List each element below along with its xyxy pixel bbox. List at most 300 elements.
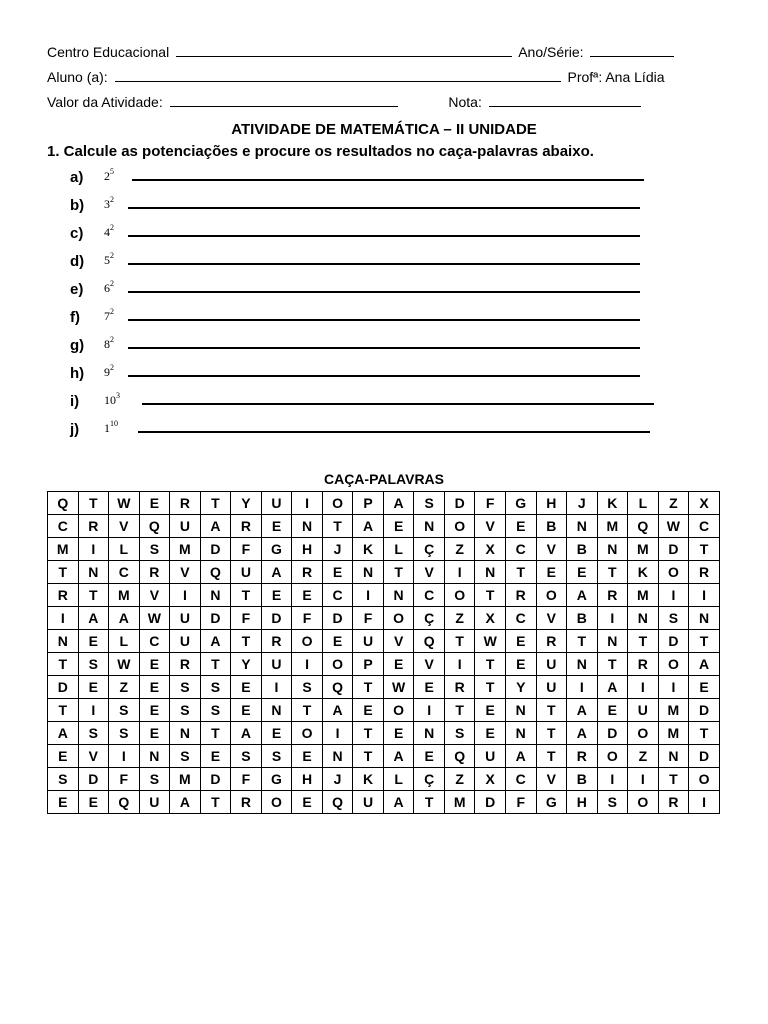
wordsearch-cell[interactable]: V: [414, 653, 445, 676]
wordsearch-cell[interactable]: A: [597, 676, 628, 699]
wordsearch-cell[interactable]: Q: [109, 791, 140, 814]
wordsearch-cell[interactable]: R: [78, 515, 109, 538]
wordsearch-cell[interactable]: T: [200, 722, 231, 745]
wordsearch-cell[interactable]: X: [475, 607, 506, 630]
grade-field[interactable]: [590, 44, 674, 57]
wordsearch-cell[interactable]: S: [139, 538, 170, 561]
wordsearch-cell[interactable]: T: [353, 676, 384, 699]
wordsearch-cell[interactable]: T: [200, 791, 231, 814]
wordsearch-cell[interactable]: U: [353, 630, 384, 653]
wordsearch-cell[interactable]: M: [628, 538, 659, 561]
wordsearch-cell[interactable]: R: [536, 630, 567, 653]
wordsearch-cell[interactable]: E: [383, 653, 414, 676]
wordsearch-cell[interactable]: A: [383, 492, 414, 515]
wordsearch-cell[interactable]: O: [292, 722, 323, 745]
wordsearch-cell[interactable]: Z: [628, 745, 659, 768]
wordsearch-cell[interactable]: E: [505, 630, 536, 653]
wordsearch-cell[interactable]: I: [170, 584, 201, 607]
wordsearch-cell[interactable]: F: [231, 768, 262, 791]
wordsearch-cell[interactable]: G: [536, 791, 567, 814]
wordsearch-cell[interactable]: E: [78, 791, 109, 814]
wordsearch-cell[interactable]: M: [628, 584, 659, 607]
wordsearch-cell[interactable]: E: [383, 722, 414, 745]
wordsearch-cell[interactable]: N: [628, 607, 659, 630]
wordsearch-cell[interactable]: O: [658, 653, 689, 676]
wordsearch-cell[interactable]: G: [261, 768, 292, 791]
wordsearch-cell[interactable]: W: [383, 676, 414, 699]
wordsearch-cell[interactable]: S: [109, 722, 140, 745]
answer-line[interactable]: [132, 179, 644, 181]
wordsearch-cell[interactable]: A: [353, 515, 384, 538]
wordsearch-cell[interactable]: T: [475, 653, 506, 676]
wordsearch-cell[interactable]: N: [322, 745, 353, 768]
wordsearch-cell[interactable]: E: [322, 630, 353, 653]
wordsearch-cell[interactable]: S: [292, 676, 323, 699]
wordsearch-cell[interactable]: V: [109, 515, 140, 538]
wordsearch-cell[interactable]: W: [109, 492, 140, 515]
wordsearch-cell[interactable]: L: [109, 538, 140, 561]
wordsearch-cell[interactable]: U: [170, 607, 201, 630]
wordsearch-cell[interactable]: O: [536, 584, 567, 607]
wordsearch-cell[interactable]: R: [505, 584, 536, 607]
wordsearch-cell[interactable]: C: [322, 584, 353, 607]
wordsearch-cell[interactable]: T: [48, 653, 79, 676]
wordsearch-cell[interactable]: N: [139, 745, 170, 768]
wordsearch-cell[interactable]: U: [353, 791, 384, 814]
wordsearch-cell[interactable]: K: [628, 561, 659, 584]
wordsearch-cell[interactable]: I: [689, 791, 720, 814]
wordsearch-cell[interactable]: F: [475, 492, 506, 515]
wordsearch-cell[interactable]: O: [597, 745, 628, 768]
wordsearch-cell[interactable]: N: [200, 584, 231, 607]
wordsearch-cell[interactable]: W: [658, 515, 689, 538]
wordsearch-cell[interactable]: N: [414, 515, 445, 538]
answer-line[interactable]: [128, 319, 640, 321]
wordsearch-cell[interactable]: V: [139, 584, 170, 607]
wordsearch-cell[interactable]: S: [78, 722, 109, 745]
wordsearch-cell[interactable]: Ç: [414, 607, 445, 630]
wordsearch-cell[interactable]: T: [200, 492, 231, 515]
wordsearch-cell[interactable]: M: [658, 699, 689, 722]
wordsearch-cell[interactable]: E: [139, 722, 170, 745]
wordsearch-cell[interactable]: R: [658, 791, 689, 814]
wordsearch-cell[interactable]: M: [109, 584, 140, 607]
wordsearch-cell[interactable]: U: [261, 653, 292, 676]
score-field[interactable]: [489, 94, 641, 107]
wordsearch-cell[interactable]: E: [536, 561, 567, 584]
wordsearch-cell[interactable]: E: [292, 745, 323, 768]
wordsearch-cell[interactable]: R: [231, 791, 262, 814]
value-field[interactable]: [170, 94, 398, 107]
wordsearch-cell[interactable]: C: [505, 768, 536, 791]
wordsearch-cell[interactable]: U: [475, 745, 506, 768]
wordsearch-cell[interactable]: W: [475, 630, 506, 653]
wordsearch-cell[interactable]: N: [689, 607, 720, 630]
wordsearch-cell[interactable]: Z: [444, 607, 475, 630]
wordsearch-cell[interactable]: C: [109, 561, 140, 584]
wordsearch-cell[interactable]: G: [505, 492, 536, 515]
wordsearch-cell[interactable]: T: [414, 791, 445, 814]
wordsearch-cell[interactable]: T: [505, 561, 536, 584]
wordsearch-cell[interactable]: V: [475, 515, 506, 538]
wordsearch-cell[interactable]: E: [475, 699, 506, 722]
wordsearch-cell[interactable]: T: [322, 515, 353, 538]
wordsearch-cell[interactable]: F: [353, 607, 384, 630]
wordsearch-cell[interactable]: E: [139, 676, 170, 699]
wordsearch-cell[interactable]: R: [597, 584, 628, 607]
wordsearch-cell[interactable]: O: [322, 492, 353, 515]
wordsearch-cell[interactable]: A: [78, 607, 109, 630]
wordsearch-cell[interactable]: C: [48, 515, 79, 538]
school-field[interactable]: [176, 44, 512, 57]
wordsearch-cell[interactable]: N: [505, 722, 536, 745]
wordsearch-cell[interactable]: N: [170, 722, 201, 745]
wordsearch-cell[interactable]: I: [48, 607, 79, 630]
wordsearch-cell[interactable]: D: [200, 538, 231, 561]
wordsearch-cell[interactable]: B: [536, 515, 567, 538]
wordsearch-cell[interactable]: Z: [444, 768, 475, 791]
wordsearch-cell[interactable]: V: [414, 561, 445, 584]
wordsearch-cell[interactable]: S: [261, 745, 292, 768]
wordsearch-cell[interactable]: O: [292, 630, 323, 653]
wordsearch-cell[interactable]: I: [628, 768, 659, 791]
answer-line[interactable]: [128, 235, 640, 237]
wordsearch-cell[interactable]: T: [689, 630, 720, 653]
wordsearch-cell[interactable]: S: [170, 699, 201, 722]
wordsearch-cell[interactable]: V: [78, 745, 109, 768]
wordsearch-cell[interactable]: A: [567, 699, 598, 722]
wordsearch-cell[interactable]: T: [292, 699, 323, 722]
wordsearch-cell[interactable]: I: [292, 653, 323, 676]
wordsearch-cell[interactable]: I: [78, 538, 109, 561]
wordsearch-cell[interactable]: A: [231, 722, 262, 745]
wordsearch-cell[interactable]: I: [567, 676, 598, 699]
wordsearch-cell[interactable]: I: [689, 584, 720, 607]
wordsearch-cell[interactable]: A: [505, 745, 536, 768]
wordsearch-cell[interactable]: B: [567, 768, 598, 791]
wordsearch-cell[interactable]: T: [48, 699, 79, 722]
wordsearch-cell[interactable]: M: [658, 722, 689, 745]
wordsearch-cell[interactable]: T: [597, 653, 628, 676]
wordsearch-cell[interactable]: S: [231, 745, 262, 768]
wordsearch-cell[interactable]: C: [689, 515, 720, 538]
wordsearch-cell[interactable]: I: [261, 676, 292, 699]
student-field[interactable]: [115, 69, 561, 82]
wordsearch-cell[interactable]: O: [689, 768, 720, 791]
wordsearch-cell[interactable]: N: [292, 515, 323, 538]
wordsearch-cell[interactable]: N: [567, 653, 598, 676]
wordsearch-cell[interactable]: E: [261, 515, 292, 538]
wordsearch-cell[interactable]: O: [658, 561, 689, 584]
wordsearch-cell[interactable]: D: [597, 722, 628, 745]
wordsearch-cell[interactable]: A: [567, 584, 598, 607]
wordsearch-cell[interactable]: M: [597, 515, 628, 538]
wordsearch-cell[interactable]: C: [505, 607, 536, 630]
wordsearch-cell[interactable]: A: [200, 630, 231, 653]
answer-line[interactable]: [128, 375, 640, 377]
wordsearch-cell[interactable]: K: [353, 538, 384, 561]
wordsearch-cell[interactable]: N: [48, 630, 79, 653]
wordsearch-cell[interactable]: T: [231, 584, 262, 607]
wordsearch-cell[interactable]: N: [597, 630, 628, 653]
wordsearch-cell[interactable]: O: [383, 699, 414, 722]
wordsearch-cell[interactable]: T: [200, 653, 231, 676]
wordsearch-cell[interactable]: U: [536, 653, 567, 676]
wordsearch-cell[interactable]: S: [200, 699, 231, 722]
wordsearch-cell[interactable]: L: [628, 492, 659, 515]
wordsearch-cell[interactable]: Q: [139, 515, 170, 538]
wordsearch-cell[interactable]: X: [475, 768, 506, 791]
wordsearch-cell[interactable]: A: [322, 699, 353, 722]
wordsearch-cell[interactable]: H: [567, 791, 598, 814]
wordsearch-cell[interactable]: F: [292, 607, 323, 630]
wordsearch-cell[interactable]: D: [322, 607, 353, 630]
answer-line[interactable]: [142, 403, 654, 405]
wordsearch-cell[interactable]: R: [292, 561, 323, 584]
wordsearch-cell[interactable]: N: [414, 722, 445, 745]
wordsearch-cell[interactable]: W: [139, 607, 170, 630]
wordsearch-cell[interactable]: X: [689, 492, 720, 515]
wordsearch-cell[interactable]: E: [48, 791, 79, 814]
wordsearch-cell[interactable]: M: [170, 538, 201, 561]
wordsearch-cell[interactable]: S: [170, 745, 201, 768]
wordsearch-cell[interactable]: A: [567, 722, 598, 745]
wordsearch-cell[interactable]: B: [567, 607, 598, 630]
wordsearch-cell[interactable]: N: [597, 538, 628, 561]
wordsearch-cell[interactable]: E: [231, 676, 262, 699]
wordsearch-cell[interactable]: F: [505, 791, 536, 814]
wordsearch-cell[interactable]: E: [689, 676, 720, 699]
wordsearch-cell[interactable]: I: [444, 561, 475, 584]
wordsearch-cell[interactable]: F: [231, 538, 262, 561]
wordsearch-cell[interactable]: A: [109, 607, 140, 630]
wordsearch-cell[interactable]: D: [689, 699, 720, 722]
wordsearch-cell[interactable]: D: [475, 791, 506, 814]
wordsearch-cell[interactable]: T: [628, 630, 659, 653]
wordsearch-cell[interactable]: P: [353, 492, 384, 515]
wordsearch-cell[interactable]: E: [78, 630, 109, 653]
wordsearch-cell[interactable]: R: [444, 676, 475, 699]
wordsearch-cell[interactable]: Q: [444, 745, 475, 768]
wordsearch-cell[interactable]: V: [170, 561, 201, 584]
wordsearch-cell[interactable]: E: [200, 745, 231, 768]
wordsearch-cell[interactable]: S: [139, 768, 170, 791]
wordsearch-cell[interactable]: U: [231, 561, 262, 584]
wordsearch-cell[interactable]: S: [48, 768, 79, 791]
wordsearch-cell[interactable]: E: [48, 745, 79, 768]
wordsearch-cell[interactable]: M: [170, 768, 201, 791]
wordsearch-cell[interactable]: E: [139, 699, 170, 722]
wordsearch-cell[interactable]: D: [200, 768, 231, 791]
wordsearch-cell[interactable]: E: [414, 745, 445, 768]
wordsearch-cell[interactable]: U: [628, 699, 659, 722]
wordsearch-cell[interactable]: T: [444, 699, 475, 722]
wordsearch-cell[interactable]: Z: [658, 492, 689, 515]
wordsearch-cell[interactable]: I: [658, 676, 689, 699]
wordsearch-cell[interactable]: S: [597, 791, 628, 814]
wordsearch-cell[interactable]: O: [383, 607, 414, 630]
wordsearch-cell[interactable]: U: [170, 515, 201, 538]
wordsearch-cell[interactable]: I: [658, 584, 689, 607]
wordsearch-cell[interactable]: W: [109, 653, 140, 676]
wordsearch-cell[interactable]: T: [567, 630, 598, 653]
wordsearch-cell[interactable]: A: [170, 791, 201, 814]
wordsearch-cell[interactable]: T: [597, 561, 628, 584]
wordsearch-cell[interactable]: J: [322, 768, 353, 791]
wordsearch-cell[interactable]: N: [383, 584, 414, 607]
wordsearch-cell[interactable]: J: [567, 492, 598, 515]
wordsearch-cell[interactable]: V: [536, 607, 567, 630]
wordsearch-cell[interactable]: I: [628, 676, 659, 699]
wordsearch-cell[interactable]: S: [444, 722, 475, 745]
wordsearch-cell[interactable]: D: [261, 607, 292, 630]
wordsearch-cell[interactable]: T: [48, 561, 79, 584]
answer-line[interactable]: [128, 263, 640, 265]
wordsearch-cell[interactable]: O: [628, 722, 659, 745]
wordsearch-cell[interactable]: Q: [322, 676, 353, 699]
wordsearch-cell[interactable]: R: [170, 653, 201, 676]
wordsearch-cell[interactable]: I: [597, 607, 628, 630]
wordsearch-cell[interactable]: R: [689, 561, 720, 584]
wordsearch-cell[interactable]: E: [505, 515, 536, 538]
wordsearch-cell[interactable]: N: [475, 561, 506, 584]
wordsearch-cell[interactable]: V: [383, 630, 414, 653]
wordsearch-cell[interactable]: F: [109, 768, 140, 791]
wordsearch-cell[interactable]: E: [78, 676, 109, 699]
wordsearch-cell[interactable]: R: [170, 492, 201, 515]
wordsearch-cell[interactable]: S: [109, 699, 140, 722]
wordsearch-cell[interactable]: I: [322, 722, 353, 745]
wordsearch-cell[interactable]: R: [628, 653, 659, 676]
wordsearch-cell[interactable]: Z: [444, 538, 475, 561]
wordsearch-cell[interactable]: I: [109, 745, 140, 768]
wordsearch-cell[interactable]: B: [567, 538, 598, 561]
wordsearch-cell[interactable]: R: [139, 561, 170, 584]
wordsearch-cell[interactable]: E: [231, 699, 262, 722]
wordsearch-cell[interactable]: T: [353, 745, 384, 768]
wordsearch-cell[interactable]: T: [231, 630, 262, 653]
wordsearch-cell[interactable]: Q: [414, 630, 445, 653]
wordsearch-cell[interactable]: M: [48, 538, 79, 561]
wordsearch-cell[interactable]: H: [292, 768, 323, 791]
wordsearch-cell[interactable]: T: [78, 492, 109, 515]
wordsearch-cell[interactable]: N: [261, 699, 292, 722]
wordsearch-cell[interactable]: E: [505, 653, 536, 676]
wordsearch-cell[interactable]: D: [658, 538, 689, 561]
wordsearch-cell[interactable]: E: [475, 722, 506, 745]
wordsearch-cell[interactable]: Y: [231, 653, 262, 676]
wordsearch-cell[interactable]: L: [383, 768, 414, 791]
wordsearch-cell[interactable]: O: [444, 584, 475, 607]
wordsearch-cell[interactable]: F: [231, 607, 262, 630]
wordsearch-cell[interactable]: T: [536, 745, 567, 768]
wordsearch-cell[interactable]: H: [536, 492, 567, 515]
wordsearch-cell[interactable]: N: [567, 515, 598, 538]
wordsearch-cell[interactable]: E: [261, 722, 292, 745]
wordsearch-cell[interactable]: T: [536, 722, 567, 745]
wordsearch-cell[interactable]: C: [505, 538, 536, 561]
wordsearch-cell[interactable]: E: [353, 699, 384, 722]
wordsearch-cell[interactable]: H: [292, 538, 323, 561]
wordsearch-cell[interactable]: T: [536, 699, 567, 722]
wordsearch-cell[interactable]: E: [322, 561, 353, 584]
wordsearch-cell[interactable]: U: [139, 791, 170, 814]
wordsearch-cell[interactable]: S: [78, 653, 109, 676]
wordsearch-cell[interactable]: D: [78, 768, 109, 791]
wordsearch-cell[interactable]: I: [597, 768, 628, 791]
wordsearch-cell[interactable]: U: [170, 630, 201, 653]
wordsearch-cell[interactable]: T: [444, 630, 475, 653]
wordsearch-cell[interactable]: E: [139, 653, 170, 676]
wordsearch-cell[interactable]: M: [444, 791, 475, 814]
wordsearch-cell[interactable]: A: [383, 791, 414, 814]
wordsearch-cell[interactable]: E: [383, 515, 414, 538]
wordsearch-cell[interactable]: L: [383, 538, 414, 561]
wordsearch-cell[interactable]: Q: [322, 791, 353, 814]
wordsearch-cell[interactable]: Y: [505, 676, 536, 699]
wordsearch-cell[interactable]: T: [689, 722, 720, 745]
wordsearch-cell[interactable]: N: [78, 561, 109, 584]
wordsearch-cell[interactable]: E: [597, 699, 628, 722]
wordsearch-cell[interactable]: O: [322, 653, 353, 676]
wordsearch-cell[interactable]: O: [628, 791, 659, 814]
answer-line[interactable]: [128, 207, 640, 209]
wordsearch-cell[interactable]: S: [200, 676, 231, 699]
wordsearch-cell[interactable]: A: [261, 561, 292, 584]
wordsearch-cell[interactable]: R: [231, 515, 262, 538]
wordsearch-cell[interactable]: N: [505, 699, 536, 722]
wordsearch-cell[interactable]: X: [475, 538, 506, 561]
wordsearch-cell[interactable]: S: [658, 607, 689, 630]
wordsearch-cell[interactable]: I: [353, 584, 384, 607]
wordsearch-cell[interactable]: A: [48, 722, 79, 745]
answer-line[interactable]: [128, 291, 640, 293]
wordsearch-cell[interactable]: Q: [200, 561, 231, 584]
wordsearch-cell[interactable]: E: [261, 584, 292, 607]
wordsearch-cell[interactable]: Q: [628, 515, 659, 538]
wordsearch-cell[interactable]: D: [444, 492, 475, 515]
wordsearch-cell[interactable]: L: [109, 630, 140, 653]
wordsearch-cell[interactable]: D: [200, 607, 231, 630]
wordsearch-cell[interactable]: O: [444, 515, 475, 538]
wordsearch-cell[interactable]: T: [689, 538, 720, 561]
wordsearch-cell[interactable]: T: [658, 768, 689, 791]
wordsearch-cell[interactable]: I: [444, 653, 475, 676]
wordsearch-cell[interactable]: R: [567, 745, 598, 768]
wordsearch-cell[interactable]: V: [536, 538, 567, 561]
wordsearch-cell[interactable]: C: [139, 630, 170, 653]
wordsearch-cell[interactable]: C: [414, 584, 445, 607]
wordsearch-cell[interactable]: U: [261, 492, 292, 515]
wordsearch-cell[interactable]: T: [383, 561, 414, 584]
wordsearch-cell[interactable]: Ç: [414, 768, 445, 791]
wordsearch-cell[interactable]: A: [200, 515, 231, 538]
wordsearch-cell[interactable]: I: [292, 492, 323, 515]
wordsearch-cell[interactable]: V: [536, 768, 567, 791]
wordsearch-cell[interactable]: S: [170, 676, 201, 699]
wordsearch-cell[interactable]: E: [414, 676, 445, 699]
wordsearch-cell[interactable]: E: [292, 584, 323, 607]
wordsearch-cell[interactable]: T: [353, 722, 384, 745]
wordsearch-cell[interactable]: K: [353, 768, 384, 791]
wordsearch-cell[interactable]: D: [48, 676, 79, 699]
wordsearch-cell[interactable]: A: [383, 745, 414, 768]
wordsearch-cell[interactable]: Q: [48, 492, 79, 515]
wordsearch-cell[interactable]: D: [689, 745, 720, 768]
answer-line[interactable]: [128, 347, 640, 349]
wordsearch-cell[interactable]: N: [353, 561, 384, 584]
wordsearch-cell[interactable]: Z: [109, 676, 140, 699]
